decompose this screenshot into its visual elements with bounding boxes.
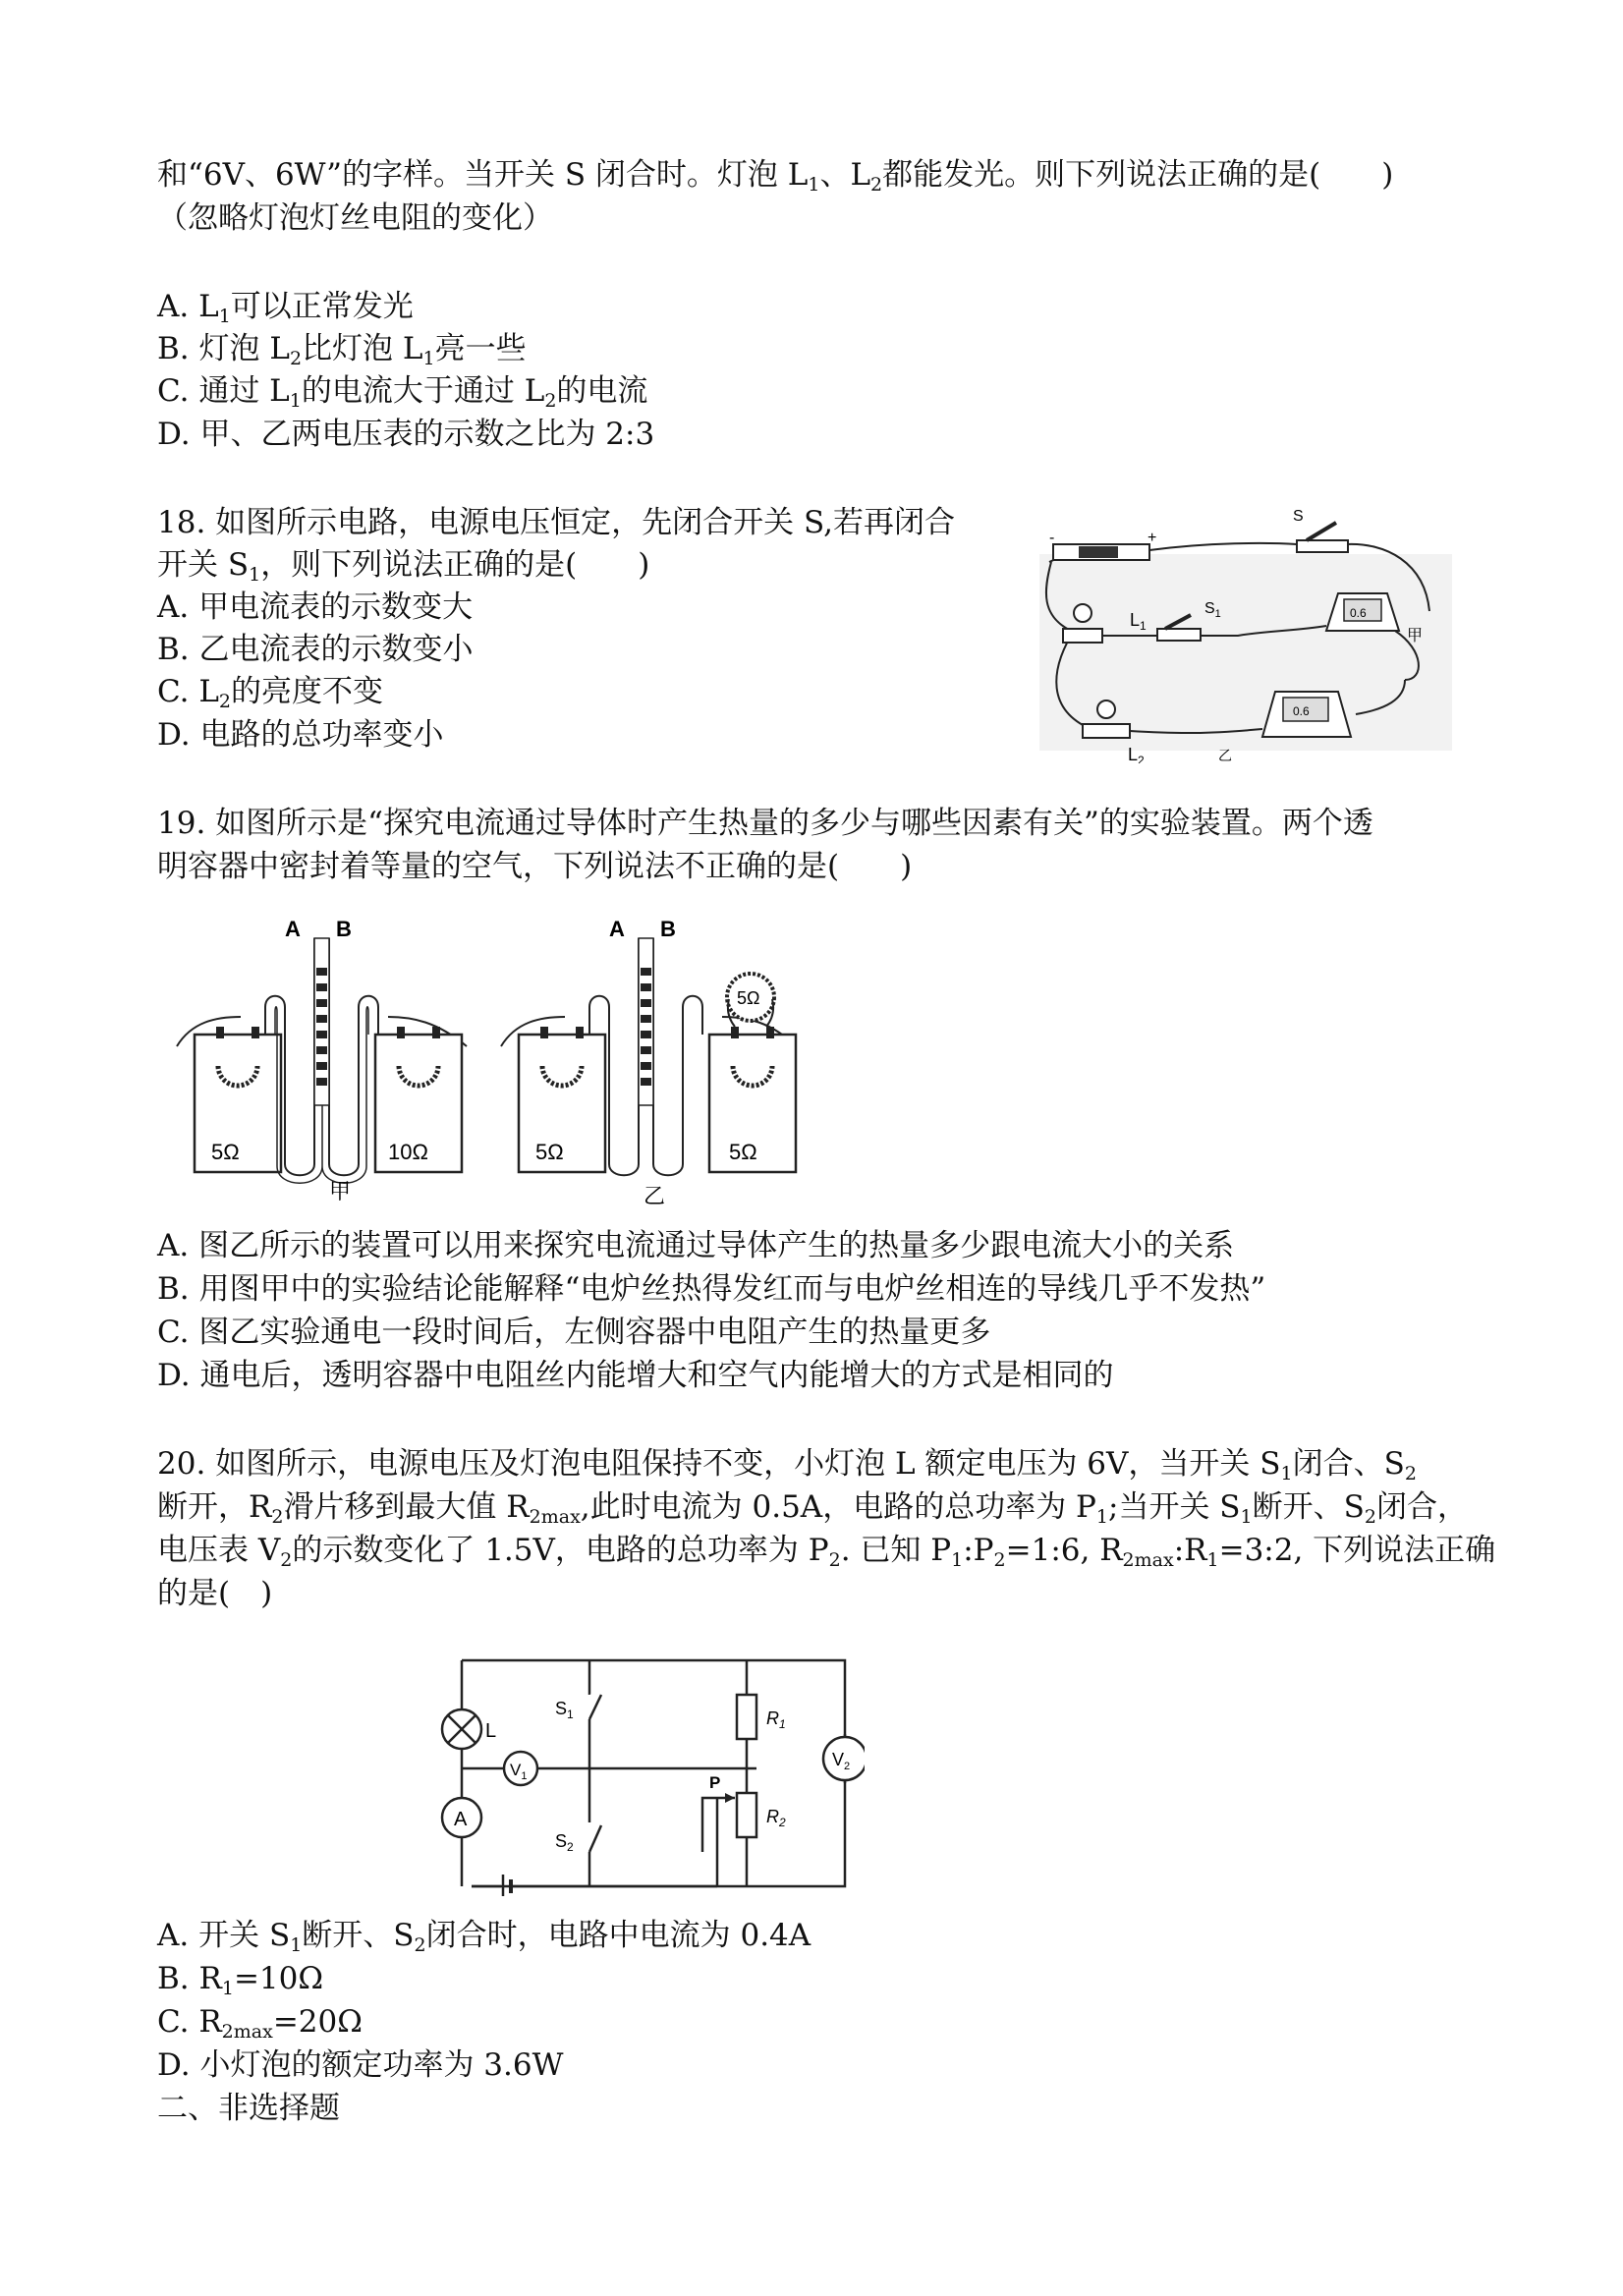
- switch-s2-icon: [555, 1825, 601, 1854]
- q18-option-a: A. 甲电流表的示数变大: [157, 589, 474, 625]
- apparatus-yi: [501, 917, 796, 1208]
- svg-text:R2: $R_2$: [766, 1807, 786, 1829]
- svg-text:+: +: [1147, 530, 1157, 546]
- svg-text:0.6: 0.6: [1293, 704, 1310, 718]
- svg-text:A: A: [609, 917, 625, 941]
- svg-text:S1: $S_1$: [555, 1699, 574, 1721]
- svg-text:乙: 乙: [1218, 748, 1232, 763]
- q17-option-c: C. 通过 $L_1$的电流大于通过 $L_2$的电流: [157, 373, 648, 412]
- switch-s1-icon: [555, 1695, 601, 1721]
- svg-text:5Ω: 5Ω: [211, 1140, 240, 1164]
- ammeter-icon: [442, 1798, 481, 1837]
- q19-option-c: C. 图乙实验通电一段时间后，左侧容器中电阻产生的热量更多: [157, 1315, 991, 1350]
- svg-text:B: B: [660, 917, 676, 941]
- q19-stem-line2: 明容器中密封着等量的空气，下列说法不正确的是( ): [157, 849, 913, 884]
- q18-option-b: B. 乙电流表的示数变小: [157, 632, 474, 667]
- svg-text:A: A: [454, 1809, 468, 1830]
- q17-option-a: A. $L_1$可以正常发光: [157, 289, 414, 327]
- svg-text:5Ω: 5Ω: [535, 1140, 564, 1164]
- svg-text:B: B: [336, 917, 352, 941]
- q18-option-c: C. $L_2$的亮度不变: [157, 674, 384, 712]
- svg-text:A: A: [285, 917, 301, 941]
- svg-text:10Ω: 10Ω: [388, 1140, 428, 1164]
- svg-text:L1: $L_1$: [1130, 610, 1147, 633]
- battery-icon: [1049, 530, 1156, 560]
- q19-stem-line1: 19. 如图所示是“探究电流通过导体时产生热量的多少与哪些因素有关”的实验装置。两个透: [157, 806, 1373, 841]
- q20-option-a: A. 开关 $S_1$断开、$S_2$闭合时，电路中电流为 0.4A: [157, 1918, 812, 1956]
- svg-text:L: L: [485, 1720, 497, 1742]
- switch-s-icon: [1293, 508, 1348, 552]
- svg-text:5Ω: 5Ω: [737, 988, 760, 1008]
- q17-option-b: B. 灯泡 $L_2$比灯泡 $L_1$亮一些: [157, 331, 527, 369]
- q17-stem-line1: 和“6V、6W”的字样。当开关 S 闭合时。灯泡 $L_1$、$L_2$都能发光。则下列说法正确的是( ): [157, 157, 1394, 196]
- svg-text:甲: 甲: [329, 1179, 352, 1204]
- svg-text:甲: 甲: [1407, 628, 1424, 644]
- svg-text:V2: $V_2$: [832, 1750, 851, 1772]
- svg-text:L2: $L_2$: [1128, 745, 1145, 763]
- section-heading: 二、非选择题: [157, 2091, 340, 2126]
- q18-option-d: D. 电路的总功率变小: [157, 717, 444, 753]
- q20-stem-line2: 断开，$R_2$滑片移到最大值 $R_{2max}$,此时电流为 0.5A，电路的总功率为 $P_1$;当开关 $S_1$断开、$S_2$闭合，: [157, 1489, 1468, 1528]
- q17-stem-line2: （忽略灯泡灯丝电阻的变化）: [157, 200, 553, 236]
- q18-stem-line2: 开关 $S_1$，则下列说法正确的是( ): [157, 547, 650, 586]
- figure-background: [1039, 554, 1452, 751]
- svg-text:-: -: [1049, 530, 1055, 546]
- q20-option-c: C. $R_{2max}=20\Omega$: [157, 2004, 363, 2043]
- voltmeter-v2-icon: [823, 1737, 865, 1780]
- q20-stem-line1: 20. 如图所示，电源电压及灯泡电阻保持不变，小灯泡 L 额定电压为 6V，当开关 $S_1$闭合、$S_2$: [157, 1446, 1417, 1484]
- q19-option-a: A. 图乙所示的装置可以用来探究电流通过导体产生的热量多少跟电流大小的关系: [157, 1228, 1235, 1263]
- q20-option-d: D. 小灯泡的额定功率为 3.6W: [157, 2047, 564, 2083]
- lamp-l-icon: [442, 1709, 496, 1749]
- q20-option-b: B. $R_1=10\Omega$: [157, 1961, 324, 1999]
- q19-option-d: D. 通电后，透明容器中电阻丝内能增大和空气内能增大的方式是相同的: [157, 1358, 1114, 1393]
- svg-text:S: S: [1293, 508, 1304, 525]
- q20-circuit-diagram: [422, 1641, 865, 1896]
- q19-apparatus-figure: [167, 909, 806, 1213]
- q20-stem-line4: 的是( ): [157, 1576, 273, 1611]
- svg-text:0.6: 0.6: [1350, 606, 1367, 620]
- svg-text:R1: $R_1$: [766, 1708, 786, 1731]
- svg-text:S2: $S_2$: [555, 1831, 574, 1854]
- apparatus-jia: [177, 917, 467, 1204]
- resistor-r1-icon: [737, 1695, 786, 1739]
- svg-text:S1: $S_1$: [1204, 600, 1221, 620]
- q20-stem-line3: 电压表 $V_2$的示数变化了 1.5V，电路的总功率为 $P_2$. 已知 $P_1:P_2=1:6$, $R_{2max}:R_1=3:2$, 下列说法正确: [157, 1533, 1496, 1571]
- voltmeter-v1-icon: [504, 1752, 537, 1785]
- svg-text:5Ω: 5Ω: [729, 1140, 757, 1164]
- q18-circuit-figure: [1032, 503, 1464, 763]
- q17-option-d: D. 甲、乙两电压表的示数之比为 2:3: [157, 417, 655, 452]
- svg-text:P: P: [709, 1773, 721, 1792]
- q19-option-b: B. 用图甲中的实验结论能解释“电炉丝热得发红而与电炉丝相连的导线几乎不发热”: [157, 1271, 1266, 1307]
- q18-stem-line1: 18. 如图所示电路，电源电压恒定，先闭合开关 S,若再闭合: [157, 505, 955, 540]
- svg-text:乙: 乙: [644, 1184, 666, 1208]
- svg-text:V1: $V_1$: [510, 1761, 528, 1782]
